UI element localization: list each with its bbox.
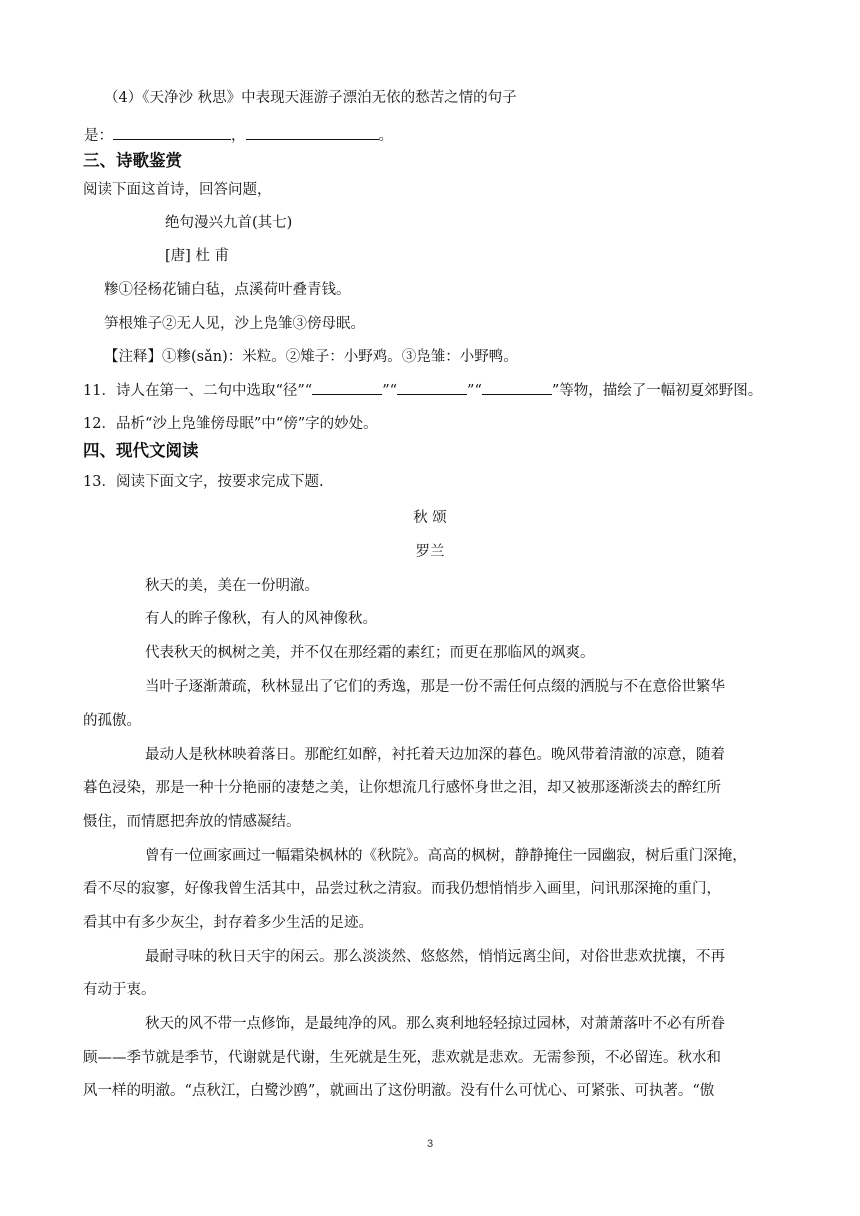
poem-line-2: 笋根雉子②无人见，沙上凫雏③傍母眠。 bbox=[104, 316, 365, 332]
essay-line: 看其中有多少灰尘，封存着多少生活的足迹。 bbox=[83, 915, 373, 931]
q4-line2 bbox=[84, 125, 860, 147]
poem-title: 绝句漫兴九首(其七) bbox=[165, 215, 293, 231]
q11-sep-2: ”“ bbox=[467, 383, 482, 399]
essay-line: 有动于衷。 bbox=[83, 982, 156, 998]
q4-end: 。 bbox=[378, 128, 393, 144]
essay-line: 顾——季节就是季节，代谢就是代谢，生死就是生死，悲欢就是悲欢。无需参预，不必留连。秋水和 bbox=[83, 1050, 721, 1066]
essay-line: 最动人是秋林映着落日。那酡红如醉，衬托着天边加深的暮色。晚风带着清澈的凉意，随着 bbox=[145, 747, 725, 763]
essay-line: 当叶子逐渐萧疏，秋林显出了它们的秀逸，那是一份不需任何点缀的洒脱与不在意俗世繁华 bbox=[145, 679, 725, 695]
q11-sep-1: ”“ bbox=[382, 383, 398, 399]
q4-sep: ， bbox=[231, 128, 246, 144]
section4-heading: 四、现代文阅读 bbox=[83, 441, 199, 460]
poem-author: [唐] 杜 甫 bbox=[165, 248, 230, 264]
essay-title: 秋 颂 bbox=[413, 510, 447, 526]
q4-prefix: 是： bbox=[84, 128, 113, 144]
essay-line: 的孤傲。 bbox=[83, 713, 141, 729]
poem-line-1: 糁①径杨花铺白毡，点溪荷叶叠青钱。 bbox=[104, 282, 351, 298]
poem-note: 【注释】①糁(sǎn)：米粒。②雉子：小野鸡。③凫雏：小野鸭。 bbox=[104, 349, 518, 365]
essay-author: 罗兰 bbox=[415, 544, 445, 560]
essay-line: 暮色浸染，那是一种十分艳丽的凄楚之美，让你想流几行感怀身世之泪，却又被那逐渐淡去的醉红所 bbox=[83, 780, 721, 796]
q4-line1: （4）《天净沙 秋思》中表现天涯游子漂泊无依的愁苦之情的句子 bbox=[104, 90, 517, 106]
section3-heading: 三、诗歌鉴赏 bbox=[83, 151, 182, 170]
q11-blank-3[interactable] bbox=[482, 380, 552, 395]
page-number: 3 bbox=[426, 1138, 434, 1150]
answer-blank-1[interactable] bbox=[113, 125, 231, 140]
essay-line: 秋天的风不带一点修饰，是最纯净的风。那么爽利地轻轻掠过园林，对萧萧落叶不必有所眷 bbox=[145, 1016, 725, 1032]
answer-blank-2[interactable] bbox=[246, 125, 379, 140]
essay-line: 慑住，而情愿把奔放的情感凝结。 bbox=[83, 814, 301, 830]
question-13: 13．阅读下面文字，按要求完成下题. bbox=[83, 474, 324, 490]
question-12: 12．品析“沙上凫雏傍母眠”中“傍”字的妙处。 bbox=[83, 416, 378, 432]
q11-text-b: ”等物，描绘了一幅初夏郊野图。 bbox=[551, 383, 763, 399]
q11-blank-2[interactable] bbox=[397, 380, 467, 395]
essay-line: 秋天的美，美在一份明澈。 bbox=[145, 578, 319, 594]
essay-line: 曾有一位画家画过一幅霜染枫林的《秋院》。高高的枫树，静静掩住一园幽寂，树后重门深掩， bbox=[145, 848, 747, 864]
question-11 bbox=[83, 380, 860, 402]
essay-line: 风一样的明澈。“点秋江，白鹭沙鸥”，就画出了这份明澈。没有什么可忧心、可紧张、可执著。“傲 bbox=[83, 1083, 715, 1099]
essay-line: 看不尽的寂寥，好像我曾生活其中，品尝过秋之清寂。而我仍想悄悄步入画里，问讯那深掩的重门， bbox=[83, 881, 721, 897]
essay-line: 最耐寻味的秋日天宇的闲云。那么淡淡然、悠悠然，悄悄远离尘间，对俗世悲欢扰攘，不再 bbox=[145, 949, 725, 965]
q11-text-a: 11．诗人在第一、二句中选取“径”“ bbox=[83, 383, 313, 399]
section3-intro: 阅读下面这首诗，回答问题， bbox=[83, 182, 272, 198]
q11-blank-1[interactable] bbox=[312, 380, 382, 395]
essay-line: 代表秋天的枫树之美，并不仅在那经霜的素红；而更在那临风的飒爽。 bbox=[145, 645, 595, 661]
essay-line: 有人的眸子像秋，有人的风神像秋。 bbox=[145, 611, 377, 627]
